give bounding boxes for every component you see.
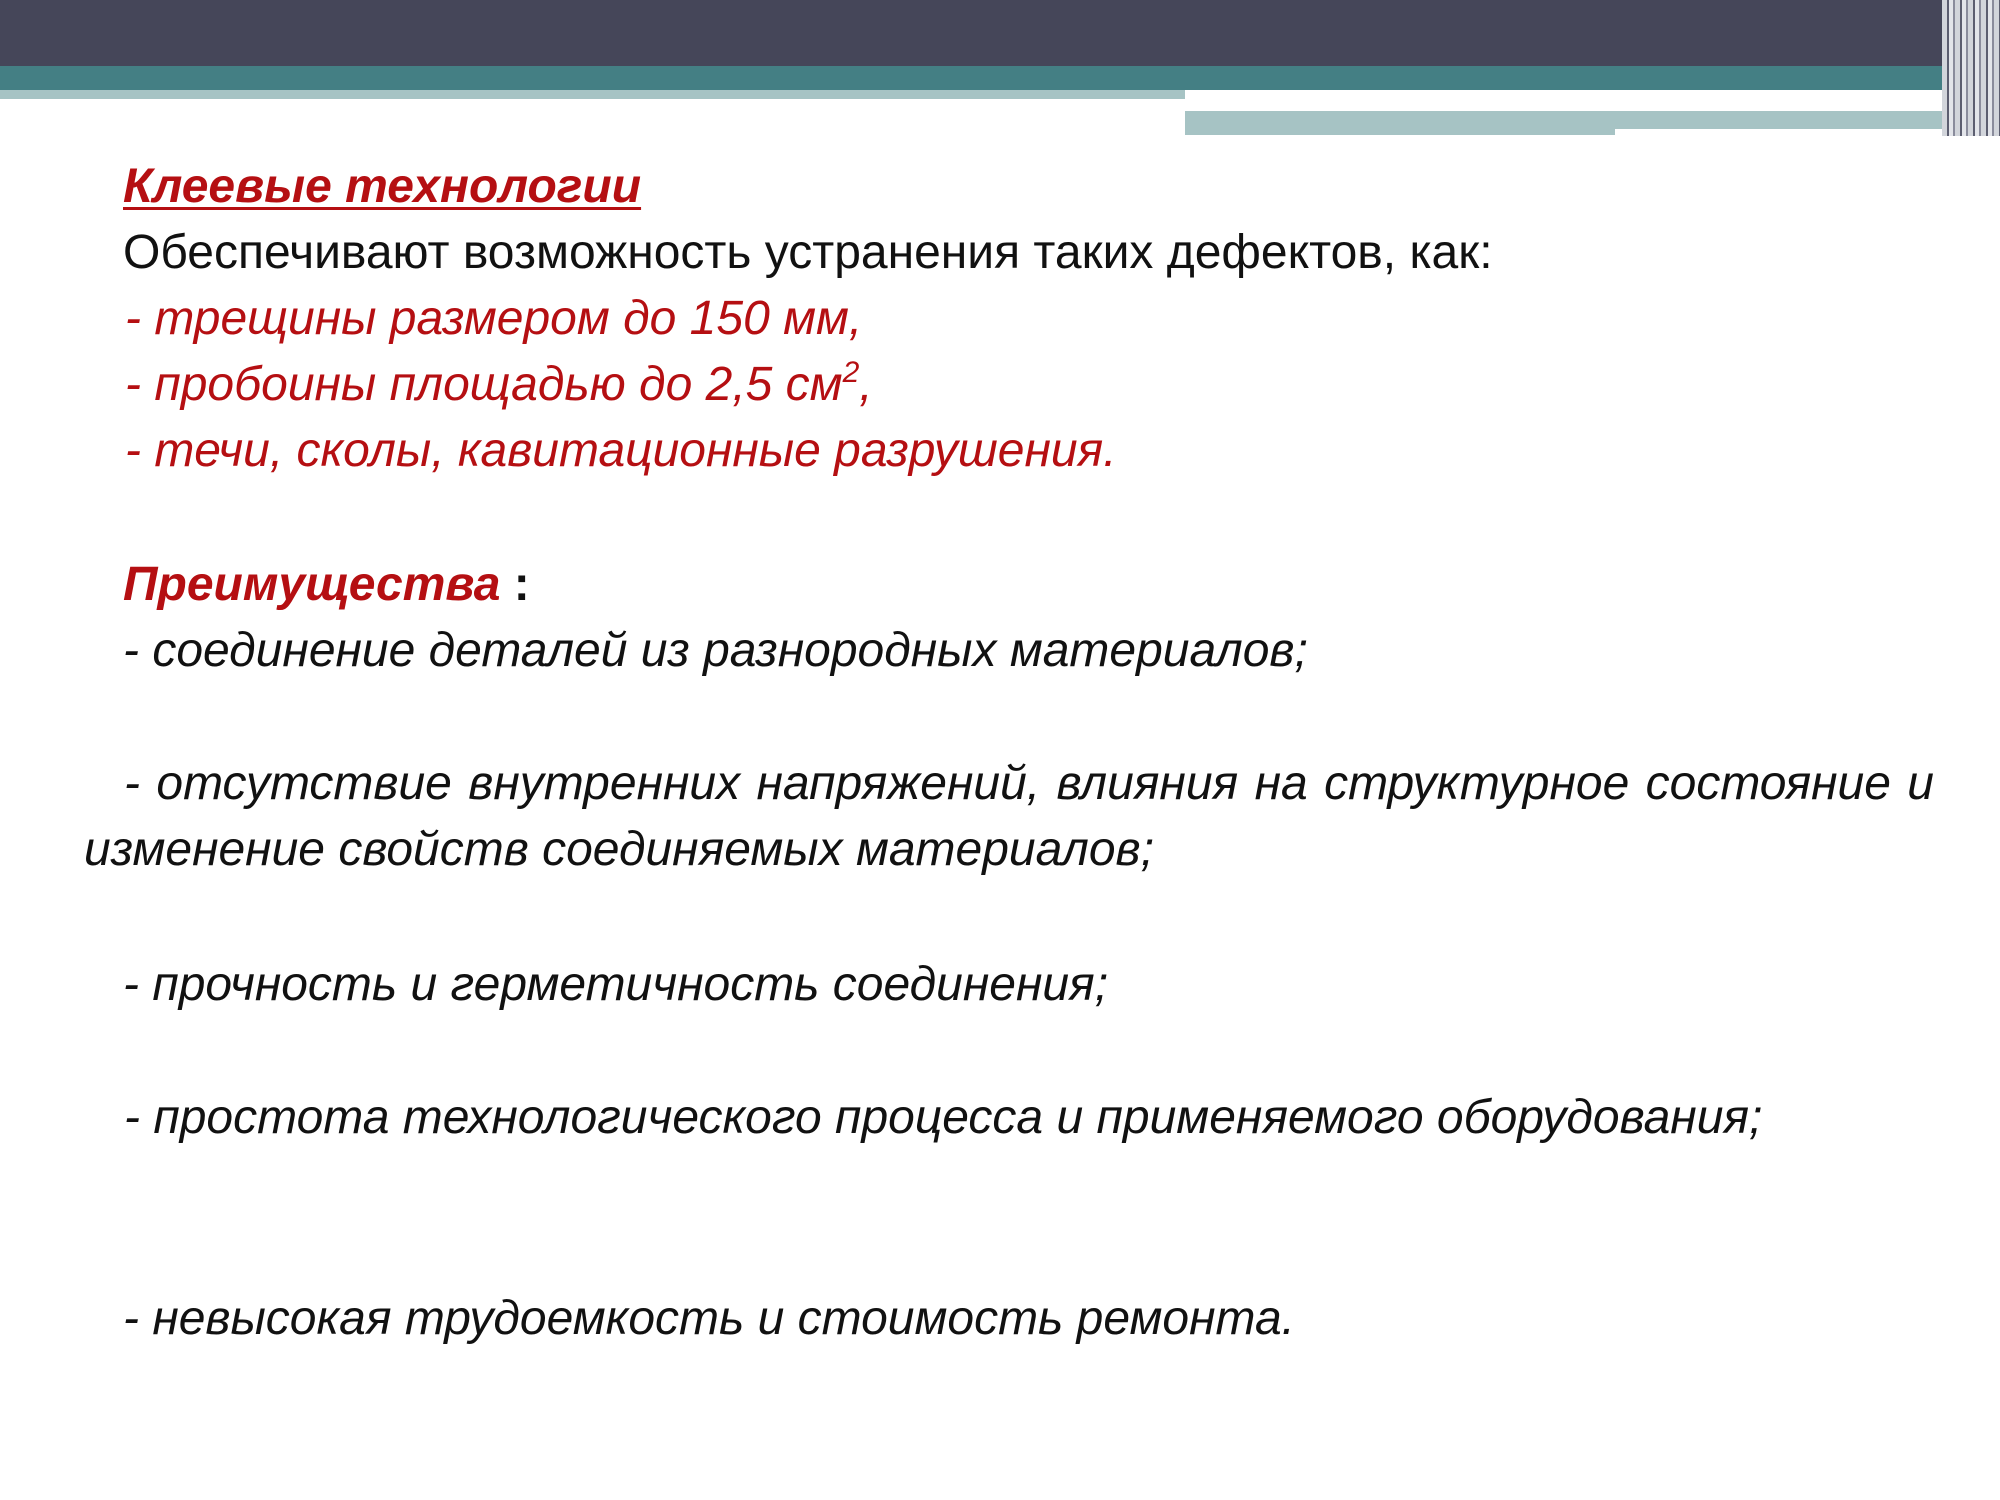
defect-item-holes-tail: , — [859, 358, 873, 411]
slide-heading: Клеевые технологии — [123, 160, 642, 213]
defect-item-cracks: - трещины размером до 150 мм, — [125, 292, 863, 345]
advantage-item-no-stress: - отсутствие внутренних напряжений, влияния на структурное состояние и изменение свойств соединяемых материалов; — [84, 757, 1934, 876]
defect-item-holes-superscript: 2 — [842, 356, 860, 389]
defect-item-holes-text: - пробоины площадью до 2,5 см — [125, 358, 843, 411]
defect-item-leaks: - течи, сколы, кавитационные разрушения. — [125, 424, 1117, 477]
advantage-item-low-cost: - невысокая трудоемкость и стоимость ремонта. — [123, 1292, 1295, 1345]
advantages-title: Преимущества — [123, 558, 501, 611]
advantages-heading — [123, 552, 530, 618]
advantages-colon: : — [500, 558, 530, 611]
advantage-item-dissimilar-materials: - соединение деталей из разнородных материалов; — [123, 624, 1308, 677]
defect-item-holes — [125, 352, 873, 418]
advantage-item-strength: - прочность и герметичность соединения; — [123, 958, 1109, 1011]
advantage-item-simplicity: - простота технологического процесса и применяемого оборудования; — [124, 1091, 1763, 1144]
intro-text: Обеспечивают возможность устранения таких дефектов, как: — [123, 226, 1493, 279]
